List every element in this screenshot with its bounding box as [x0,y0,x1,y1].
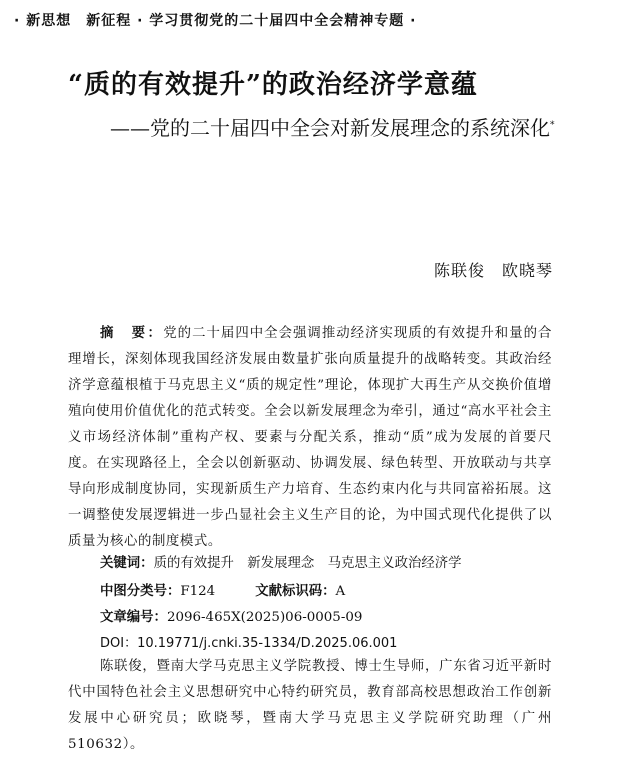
author-bio: 陈联俊，暨南大学马克思主义学院教授、博士生导师，广东省习近平新时代中国特色社会主义思想研究中心特约研究员，教育部高校思想政治工作创新发展中心研究员；欧晓琴，暨南大学马克思主义学院研究助理（广州 510632）。 [68,659,566,752]
footnote-mark: * [550,120,555,131]
article-number-label: 文章编号： [100,609,167,625]
article-subtitle [110,112,555,141]
article-number [100,606,362,625]
article-title: “质的有效提升”的政治经济学意蕴 [68,70,478,100]
keywords-text: 质的有效提升 新发展理念 马克思主义政治经济学 [153,556,462,571]
doi [100,632,397,651]
keywords [100,552,462,571]
authors: 陈联俊 欧晓琴 [433,261,553,280]
abstract [68,320,552,555]
keywords-label: 关键词： [100,555,154,571]
column-header: · 新思想 新征程 · 学习贯彻党的二十届四中全会精神专题 · [14,13,417,29]
abstract-label: 摘 要： [100,325,164,341]
classification [100,580,345,599]
doi-value: 10.19771/j.cnki.35-1334/D.2025.06.001 [137,636,398,651]
article-number-value: 2096-465X(2025)06-0005-09 [166,610,363,625]
doc-code-label: 文献标识码： [255,583,336,599]
subtitle-text: ——党的二十届四中全会对新发展理念的系统深化 [110,116,550,140]
doc-code-value: A [335,584,346,599]
abstract-text: 党的二十届四中全会强调推动经济实现质的有效提升和量的合理增长，深刻体现我国经济发展由数量扩张向质量提升的战略转变。其政治经济学意蕴根植于马克思主义“质的规定性”理论，体现扩大再生产从交换价值增殖向使用价值优化的范式转变。全会以新发展理念为牵引，通过“高水平社会主义市场经济体制”重构产权、要素与分配关系，推动“质”成为发展的首要尺度。在实现路径上，全会以创新驱动、协调发展、绿色转型、开放联动与共享导向形成制度协同，实现新质生产力培育、生态约束内化与共同富裕拓展。这一调整使发展逻辑进一步凸显社会主义生产目的论，为中国式现代化提供了以质量为核心的制度模式。 [68,326,553,549]
clc-value: F124 [180,584,216,599]
doi-label: DOI： [100,636,138,651]
clc-label: 中图分类号： [100,583,181,599]
